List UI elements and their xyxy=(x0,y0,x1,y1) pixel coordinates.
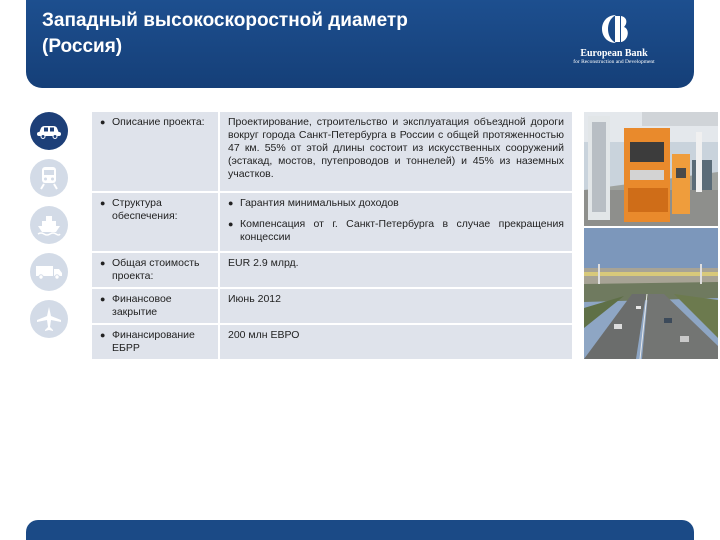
table-row xyxy=(92,112,572,191)
table-row xyxy=(92,193,572,251)
ebrd-logo-mark-icon xyxy=(594,12,634,46)
ship-icon[interactable] xyxy=(30,206,68,244)
security-label: Структура обеспечения: xyxy=(112,197,178,222)
ebrd-financing-value: 200 млн ЕВРО xyxy=(218,325,572,359)
table-row xyxy=(92,289,572,323)
financial-close-label: Финансовое закрытие xyxy=(112,293,172,318)
bullet-icon: ● xyxy=(100,330,106,340)
list-item: ● Гарантия минимальных доходов xyxy=(228,197,399,209)
description-value: Проектирование, строительство и эксплуатация объездной дороги вокруг города Санкт-Петербурга в России с общей протяженностью 47 км. 55% от этой длины состоит из искусственных сооружений (эстакад, мостов, путепроводов и тоннелей) и 45% из наземных участков. xyxy=(218,112,572,191)
toll-booth-photo xyxy=(584,112,718,226)
page-title xyxy=(42,8,522,60)
description-label: Описание проекта: xyxy=(112,116,205,128)
table-row xyxy=(92,325,572,359)
plane-icon[interactable] xyxy=(30,300,68,338)
bullet-icon: ● xyxy=(228,198,234,208)
cost-label: Общая стоимость проекта: xyxy=(112,257,200,282)
train-icon[interactable] xyxy=(30,159,68,197)
bullet-icon: ● xyxy=(100,294,106,304)
page-title-line2: (Россия) xyxy=(42,36,123,57)
logo-subtitle: for Reconstruction and Development xyxy=(573,59,655,65)
table-row xyxy=(92,253,572,287)
car-icon[interactable] xyxy=(30,112,68,150)
bullet-icon: ● xyxy=(100,258,106,268)
transport-mode-icons xyxy=(30,112,70,347)
ebrd-financing-label: Финансирование ЕБРР xyxy=(112,329,195,354)
logo-name: European Bank xyxy=(580,48,648,59)
highway-photo xyxy=(584,228,718,359)
page-title-line1: Западный высокоскоростной диаметр xyxy=(42,10,408,31)
bullet-icon: ● xyxy=(100,198,106,208)
bullet-icon: ● xyxy=(228,219,234,229)
ebrd-logo xyxy=(558,12,670,76)
header-banner xyxy=(26,0,694,88)
security-value xyxy=(218,193,572,251)
truck-icon[interactable] xyxy=(30,253,68,291)
list-item: ● Компенсация от г. Санкт-Петербурга в случае прекращения концессии xyxy=(228,218,564,243)
project-info-table xyxy=(92,112,572,361)
financial-close-value: Июнь 2012 xyxy=(218,289,572,323)
footer-bar xyxy=(26,520,694,540)
bullet-icon: ● xyxy=(100,117,106,127)
project-photos xyxy=(584,112,718,359)
cost-value: EUR 2.9 млрд. xyxy=(218,253,572,287)
